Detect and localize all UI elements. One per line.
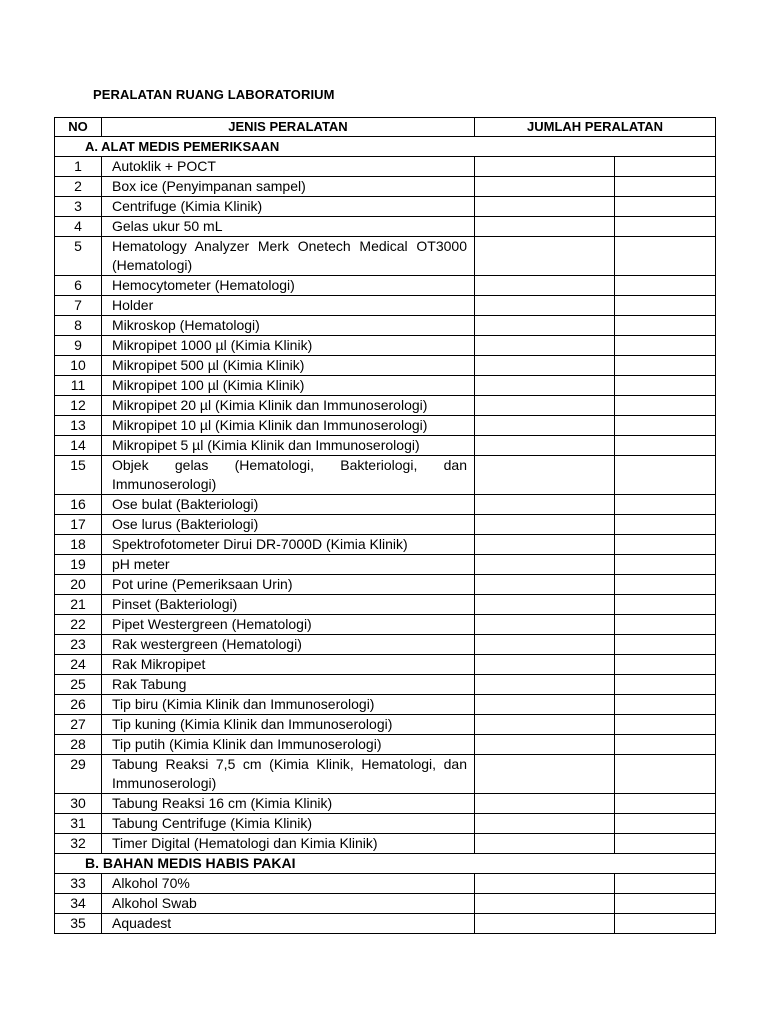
item-number: 31 bbox=[55, 814, 102, 834]
quantity-cell-extra bbox=[615, 834, 716, 854]
quantity-cell bbox=[475, 834, 615, 854]
quantity-cell-extra bbox=[615, 197, 716, 217]
item-name: Mikropipet 100 µl (Kimia Klinik) bbox=[102, 376, 475, 396]
quantity-cell-extra bbox=[615, 296, 716, 316]
item-number: 17 bbox=[55, 515, 102, 535]
table-row bbox=[55, 794, 716, 814]
item-name: Alkohol Swab bbox=[102, 894, 475, 914]
item-number: 7 bbox=[55, 296, 102, 316]
item-name: Mikropipet 10 µl (Kimia Klinik dan Immunoserologi) bbox=[102, 416, 475, 436]
item-name: Pipet Westergreen (Hematologi) bbox=[102, 615, 475, 635]
quantity-cell bbox=[475, 416, 615, 436]
item-name: Aquadest bbox=[102, 914, 475, 934]
item-name: Centrifuge (Kimia Klinik) bbox=[102, 197, 475, 217]
quantity-cell bbox=[475, 575, 615, 595]
table-row bbox=[55, 376, 716, 396]
table-row bbox=[55, 535, 716, 555]
table-row bbox=[55, 874, 716, 894]
item-number: 20 bbox=[55, 575, 102, 595]
item-number: 27 bbox=[55, 715, 102, 735]
item-name: Spektrofotometer Dirui DR-7000D (Kimia Klinik) bbox=[102, 535, 475, 555]
item-number: 22 bbox=[55, 615, 102, 635]
quantity-cell-extra bbox=[615, 336, 716, 356]
quantity-cell-extra bbox=[615, 894, 716, 914]
table-row bbox=[55, 615, 716, 635]
quantity-cell bbox=[475, 755, 615, 794]
table-row bbox=[55, 396, 716, 416]
quantity-cell-extra bbox=[615, 874, 716, 894]
section-b-heading: B. BAHAN MEDIS HABIS PAKAI bbox=[55, 854, 716, 874]
quantity-cell bbox=[475, 874, 615, 894]
quantity-cell-extra bbox=[615, 237, 716, 276]
item-name: Tip biru (Kimia Klinik dan Immunoserologi) bbox=[102, 695, 475, 715]
item-number: 3 bbox=[55, 197, 102, 217]
quantity-cell-extra bbox=[615, 635, 716, 655]
quantity-cell bbox=[475, 695, 615, 715]
item-name: Mikropipet 5 µl (Kimia Klinik dan Immunoserologi) bbox=[102, 436, 475, 456]
quantity-cell-extra bbox=[615, 456, 716, 495]
item-name: pH meter bbox=[102, 555, 475, 575]
item-number: 21 bbox=[55, 595, 102, 615]
item-name: Gelas ukur 50 mL bbox=[102, 217, 475, 237]
item-name: Pinset (Bakteriologi) bbox=[102, 595, 475, 615]
table-row bbox=[55, 356, 716, 376]
table-row bbox=[55, 217, 716, 237]
quantity-cell-extra bbox=[615, 615, 716, 635]
item-number: 2 bbox=[55, 177, 102, 197]
quantity-cell-extra bbox=[615, 177, 716, 197]
item-number: 1 bbox=[55, 157, 102, 177]
item-number: 18 bbox=[55, 535, 102, 555]
quantity-cell bbox=[475, 794, 615, 814]
quantity-cell bbox=[475, 336, 615, 356]
item-number: 9 bbox=[55, 336, 102, 356]
item-name: Tip putih (Kimia Klinik dan Immunoserologi) bbox=[102, 735, 475, 755]
quantity-cell-extra bbox=[615, 735, 716, 755]
quantity-cell-extra bbox=[615, 595, 716, 615]
section-row-b bbox=[55, 854, 716, 874]
quantity-cell-extra bbox=[615, 217, 716, 237]
section-row-a bbox=[55, 137, 716, 157]
item-name: Tabung Reaksi 16 cm (Kimia Klinik) bbox=[102, 794, 475, 814]
header-jenis-peralatan: JENIS PERALATAN bbox=[102, 118, 475, 137]
quantity-cell bbox=[475, 515, 615, 535]
quantity-cell-extra bbox=[615, 515, 716, 535]
quantity-cell bbox=[475, 735, 615, 755]
quantity-cell bbox=[475, 436, 615, 456]
quantity-cell-extra bbox=[615, 794, 716, 814]
table-row bbox=[55, 276, 716, 296]
quantity-cell bbox=[475, 276, 615, 296]
item-number: 29 bbox=[55, 755, 102, 794]
quantity-cell bbox=[475, 595, 615, 615]
quantity-cell bbox=[475, 456, 615, 495]
item-number: 25 bbox=[55, 675, 102, 695]
table-row bbox=[55, 655, 716, 675]
item-number: 8 bbox=[55, 316, 102, 336]
item-number: 33 bbox=[55, 874, 102, 894]
quantity-cell-extra bbox=[615, 814, 716, 834]
table-row bbox=[55, 177, 716, 197]
table-row bbox=[55, 456, 716, 495]
item-name: Alkohol 70% bbox=[102, 874, 475, 894]
item-number: 26 bbox=[55, 695, 102, 715]
table-row bbox=[55, 197, 716, 217]
item-number: 4 bbox=[55, 217, 102, 237]
item-number: 10 bbox=[55, 356, 102, 376]
item-number: 5 bbox=[55, 237, 102, 276]
quantity-cell-extra bbox=[615, 695, 716, 715]
item-name: Rak Mikropipet bbox=[102, 655, 475, 675]
quantity-cell bbox=[475, 356, 615, 376]
item-name: Rak westergreen (Hematologi) bbox=[102, 635, 475, 655]
table-row bbox=[55, 296, 716, 316]
header-no: NO bbox=[55, 118, 102, 137]
table-row bbox=[55, 316, 716, 336]
quantity-cell bbox=[475, 715, 615, 735]
quantity-cell bbox=[475, 396, 615, 416]
item-name: Pot urine (Pemeriksaan Urin) bbox=[102, 575, 475, 595]
quantity-cell-extra bbox=[615, 416, 716, 436]
item-name: Box ice (Penyimpanan sampel) bbox=[102, 177, 475, 197]
item-number: 35 bbox=[55, 914, 102, 934]
item-number: 13 bbox=[55, 416, 102, 436]
item-number: 30 bbox=[55, 794, 102, 814]
table-row bbox=[55, 575, 716, 595]
item-number: 32 bbox=[55, 834, 102, 854]
table-row bbox=[55, 675, 716, 695]
table-row bbox=[55, 336, 716, 356]
section-a-heading: A. ALAT MEDIS PEMERIKSAAN bbox=[55, 137, 716, 157]
item-number: 23 bbox=[55, 635, 102, 655]
table-row bbox=[55, 595, 716, 615]
item-number: 11 bbox=[55, 376, 102, 396]
quantity-cell-extra bbox=[615, 914, 716, 934]
item-name: Mikropipet 1000 µl (Kimia Klinik) bbox=[102, 336, 475, 356]
quantity-cell bbox=[475, 296, 615, 316]
item-name: Hemocytometer (Hematologi) bbox=[102, 276, 475, 296]
quantity-cell bbox=[475, 237, 615, 276]
quantity-cell-extra bbox=[615, 316, 716, 336]
quantity-cell bbox=[475, 635, 615, 655]
quantity-cell-extra bbox=[615, 376, 716, 396]
quantity-cell bbox=[475, 217, 615, 237]
item-number: 19 bbox=[55, 555, 102, 575]
item-name: Holder bbox=[102, 296, 475, 316]
item-number: 15 bbox=[55, 456, 102, 495]
table-row bbox=[55, 735, 716, 755]
table-row bbox=[55, 695, 716, 715]
quantity-cell-extra bbox=[615, 436, 716, 456]
quantity-cell-extra bbox=[615, 535, 716, 555]
table-row bbox=[55, 555, 716, 575]
table-row bbox=[55, 814, 716, 834]
quantity-cell bbox=[475, 615, 615, 635]
quantity-cell bbox=[475, 177, 615, 197]
header-jumlah-peralatan: JUMLAH PERALATAN bbox=[475, 118, 716, 137]
quantity-cell bbox=[475, 555, 615, 575]
item-number: 6 bbox=[55, 276, 102, 296]
table-row bbox=[55, 157, 716, 177]
item-name: Mikroskop (Hematologi) bbox=[102, 316, 475, 336]
table-row bbox=[55, 894, 716, 914]
quantity-cell bbox=[475, 376, 615, 396]
quantity-cell-extra bbox=[615, 715, 716, 735]
item-name: Ose lurus (Bakteriologi) bbox=[102, 515, 475, 535]
quantity-cell-extra bbox=[615, 396, 716, 416]
item-number: 16 bbox=[55, 495, 102, 515]
item-name: Objek gelas (Hematologi, Bakteriologi, dan Immunoserologi) bbox=[102, 456, 475, 495]
table-row bbox=[55, 755, 716, 794]
table-row bbox=[55, 635, 716, 655]
table-row bbox=[55, 914, 716, 934]
quantity-cell-extra bbox=[615, 755, 716, 794]
item-name: Mikropipet 500 µl (Kimia Klinik) bbox=[102, 356, 475, 376]
quantity-cell-extra bbox=[615, 157, 716, 177]
quantity-cell bbox=[475, 894, 615, 914]
quantity-cell bbox=[475, 316, 615, 336]
quantity-cell bbox=[475, 197, 615, 217]
quantity-cell-extra bbox=[615, 555, 716, 575]
quantity-cell bbox=[475, 675, 615, 695]
table-row bbox=[55, 237, 716, 276]
quantity-cell bbox=[475, 814, 615, 834]
quantity-cell bbox=[475, 157, 615, 177]
item-number: 24 bbox=[55, 655, 102, 675]
quantity-cell bbox=[475, 535, 615, 555]
item-name: Hematology Analyzer Merk Onetech Medical OT3000 (Hematologi) bbox=[102, 237, 475, 276]
table-row bbox=[55, 515, 716, 535]
item-number: 12 bbox=[55, 396, 102, 416]
table-row bbox=[55, 715, 716, 735]
item-name: Autoklik + POCT bbox=[102, 157, 475, 177]
item-name: Mikropipet 20 µl (Kimia Klinik dan Immunoserologi) bbox=[102, 396, 475, 416]
quantity-cell bbox=[475, 914, 615, 934]
quantity-cell-extra bbox=[615, 495, 716, 515]
table-row bbox=[55, 416, 716, 436]
item-name: Timer Digital (Hematologi dan Kimia Klinik) bbox=[102, 834, 475, 854]
quantity-cell bbox=[475, 495, 615, 515]
table-row bbox=[55, 495, 716, 515]
quantity-cell-extra bbox=[615, 575, 716, 595]
quantity-cell-extra bbox=[615, 655, 716, 675]
quantity-cell-extra bbox=[615, 356, 716, 376]
table-row bbox=[55, 436, 716, 456]
quantity-cell-extra bbox=[615, 276, 716, 296]
quantity-cell bbox=[475, 655, 615, 675]
table-header-row bbox=[55, 118, 716, 137]
item-name: Rak Tabung bbox=[102, 675, 475, 695]
item-name: Tabung Reaksi 7,5 cm (Kimia Klinik, Hematologi, dan Immunoserologi) bbox=[102, 755, 475, 794]
equipment-table bbox=[54, 117, 716, 934]
quantity-cell-extra bbox=[615, 675, 716, 695]
item-name: Tabung Centrifuge (Kimia Klinik) bbox=[102, 814, 475, 834]
item-number: 34 bbox=[55, 894, 102, 914]
item-number: 14 bbox=[55, 436, 102, 456]
item-name: Ose bulat (Bakteriologi) bbox=[102, 495, 475, 515]
page-title: PERALATAN RUANG LABORATORIUM bbox=[93, 87, 335, 102]
item-number: 28 bbox=[55, 735, 102, 755]
table-row bbox=[55, 834, 716, 854]
item-name: Tip kuning (Kimia Klinik dan Immunoserologi) bbox=[102, 715, 475, 735]
